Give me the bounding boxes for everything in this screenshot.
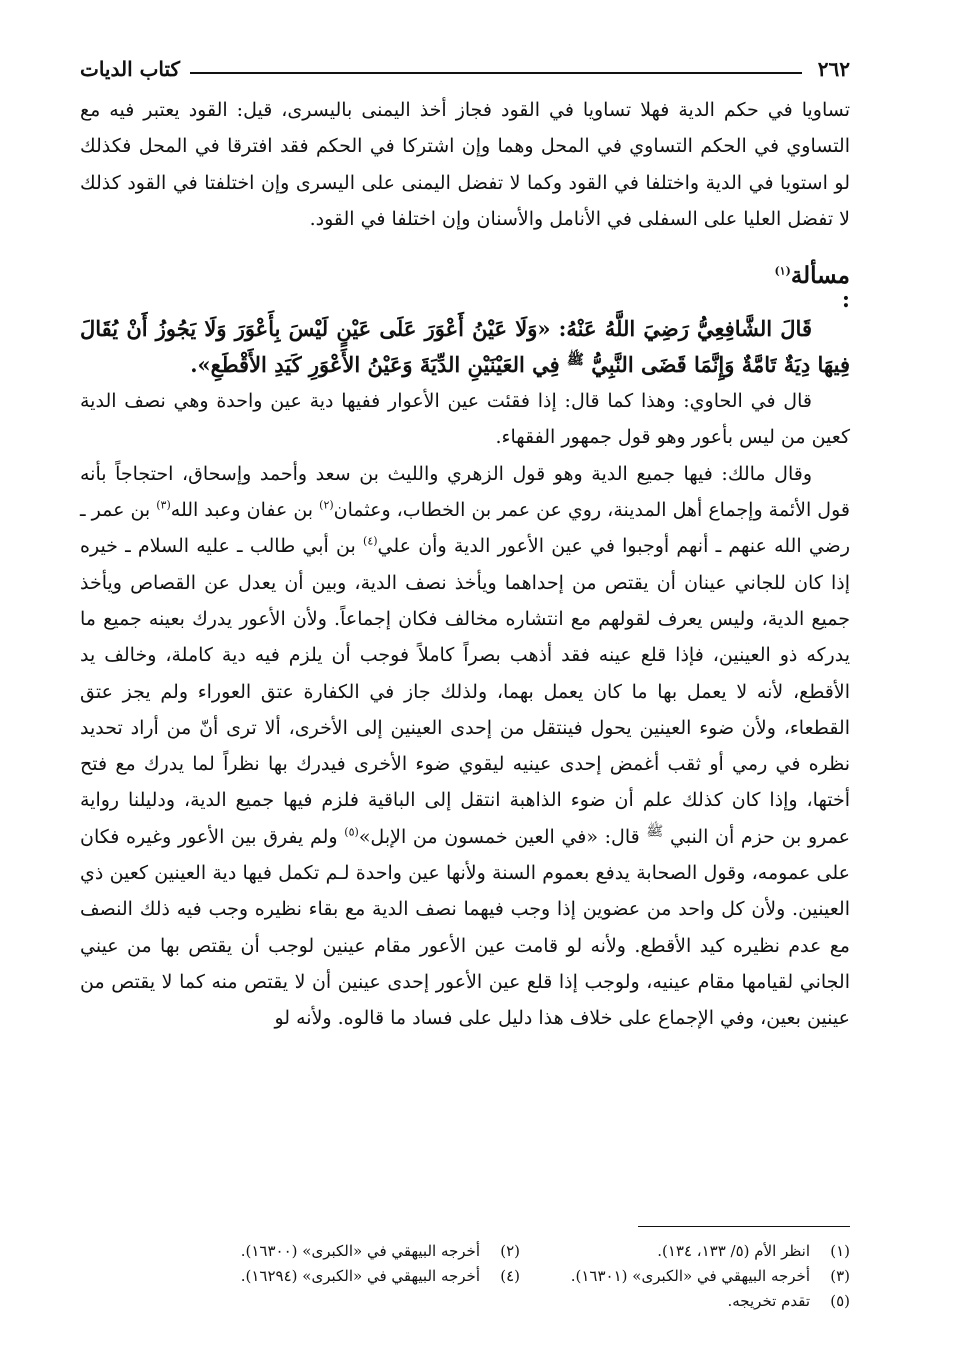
text-segment: بن عفان وعبد الله: [170, 499, 320, 522]
section-heading: [80, 259, 850, 293]
footnote-text: أخرجه البيهقي في «الكبرى» (١٦٢٩٤).: [240, 1267, 480, 1285]
page-number: ٢٦٢: [817, 57, 850, 81]
shafii-quote: [80, 311, 850, 383]
running-header: [80, 52, 850, 86]
footnote-ref-1[interactable]: (١): [774, 264, 791, 278]
text-segment: بن عمر ـ رضي الله عنهم ـ أنهم أوجبوا في عين الأعور الدية وأن علي: [80, 499, 850, 558]
footnotes: [130, 1226, 850, 1314]
footnote-3: [520, 1264, 850, 1289]
quote-part-1: قَالَ الشَّافِعِيُّ رَضِيَ اللَّهُ عَنْهُ: «وَلَا عَيْنُ أَعْوَرَ عَلَى عَيْنٍ لَيْسَ بِأَعْوَرَ وَلَا يَجُوزُ أَنْ يُقَالَ فِيهَا دِيَةٌ تَامَّةٌ وَإِنَّمَا قَضَى النَّبِيُّ: [80, 316, 850, 378]
salutation-glyph-icon: ﷺ: [567, 352, 584, 369]
footnote-row: [130, 1289, 850, 1314]
footnote-text: تقدم تخريجه.: [727, 1292, 810, 1310]
section-title: مسألة: [790, 262, 850, 290]
quote-part-2: فِي العَيْنَيْنِ الدِّيَةَ وَعَيْنُ الأَعْوَرِ كَيَدِ الأَقْطَعِ».: [190, 352, 560, 378]
section-colon: :: [841, 287, 850, 314]
footnote-text: أخرجه البيهقي في «الكبرى» (١٦٣٠٠).: [240, 1242, 480, 1260]
intro-paragraph: تساويا في حكم الدية فهلا تساويا في القود فجاز أخذ اليمنى باليسرى، قيل: القود يعتبر فيه مع التساوي في الحكم التساوي في المحل وهما وإن اشتركا في الحكم فقد افترقا في المحل فكذلك لو استويا في الدية واختلفا في القود وكما لا تفضل اليمنى على اليسرى وإن اختلفتا في القود كذلك لا تفضل العليا على السفلى في الأنامل والأسنان وإن اختلفا في القود.: [80, 99, 850, 230]
footnote-5: [520, 1289, 850, 1314]
footnote-number: (٥): [830, 1292, 850, 1310]
header-rule: [190, 72, 802, 74]
malik-paragraph: [80, 456, 850, 1037]
book-page: [80, 52, 850, 1037]
footnote-4: [190, 1264, 520, 1289]
footnote-number: (١): [830, 1242, 850, 1260]
footnote-number: (٣): [830, 1267, 850, 1285]
main-text: [80, 92, 850, 1037]
hawi-paragraph: قال في الحاوي: وهذا كما قال: إذا فقئت عين الأعوار ففيها دية عين واحدة وهي نصف الدية كعين من ليس بأعور وهو قول جمهور الفقهاء.: [80, 390, 850, 449]
footnote-row: [130, 1264, 850, 1289]
salutation-glyph-icon: ﷺ: [646, 823, 664, 840]
book-title: كتاب الديات: [80, 57, 181, 81]
footnote-2: [190, 1239, 520, 1264]
text-segment: ولم يفرق بين الأعور وغيره فكان على عمومه، وقول الصحابة يدفع بعموم السنة ولأنها عين واحدة لـم تكمل فيها دية العينين كعين ذي العينين. ولأن كل واحد من عضوين إذا وجب فيهما نصف الدية مع بقاء نظيره وجب فيه ذلك النصف مع عدم نظيره كيد الأقطع. ولأنه لو قامت عين الأعور مقام عينين لوجب أن يقتص بها من عيني الجاني لقيامها مقام عينيه، ولوجب إذا قلع عين الأعور إحدى عينين أن لا يقتص منه كما لا يقتص من عينين بعين، وفي الإجماع على خلاف هذا دليل على فساد ما قالوه. ولأنه لو: [80, 825, 850, 1030]
footnote-number: (٢): [500, 1242, 520, 1260]
footnote-ref-5[interactable]: (٥): [344, 825, 359, 839]
text-segment: بن أبي طالب ـ عليه السلام ـ خيره إذا كان للجاني عينان أن يقتص من إحداهما ويأخذ نصف الدية، وبين أن يعدل عن القصاص ويأخذ جميع الدية، وليس يعرف لقولهم مع انتشاره مخالف فكان إجماعاً. ولأن الأعور يدرك بعينه جميع ما يدركه ذو العينين، فإذا قلع عينه فقد أذهب بصراً كاملاً فوجب أن يلزم فيه دية كاملة، وخالف يد الأقطع، لأنه لا يعمل بها ما كان يعمل بهما، ولذلك جاز في الكفارة عتق العوراء ولم يجز عتق القطعاء، ولأن ضوء العينين يحول فينتقل من إحدى العينين إلى الأخرى، ألا ترى أنّ من أراد تحديد نظره في رمي أو ثقب أغمض إحدى عينيه ليقوي ضوء الأخرى فيدرك بها نظراً لما يدرك مع فتح أختها، وإذا كان كذلك علم أن ضوء الذاهبة انتقل إلى الباقية فلزم فيها جميع الدية، ودليلنا رواية عمرو بن حزم أن النبي: [80, 535, 850, 848]
footnote-number: (٤): [500, 1267, 520, 1285]
footnote-row: [130, 1239, 850, 1264]
footnote-ref-4[interactable]: (٤): [363, 535, 378, 549]
footnote-text: انظر الأم (٥/ ١٣٣، ١٣٤).: [657, 1242, 810, 1260]
text-segment: قال: «في العين خمسون من الإبل»: [358, 825, 647, 848]
footnote-separator: [638, 1226, 850, 1227]
footnote-ref-2[interactable]: (٢): [319, 498, 334, 512]
text-segment: وقال مالك: فيها جميع الدية وهو قول الزهري والليث بن سعد وأحمد وإسحاق، احتجاجاً بأنه قول الأئمة وإجماع أهل المدينة، روي عن عمر بن الخطاب، وعثمان: [80, 462, 850, 522]
footnote-ref-3[interactable]: (٣): [156, 498, 171, 512]
footnote-1: [520, 1239, 850, 1264]
footnote-text: أخرجه البيهقي في «الكبرى» (١٦٣٠١).: [570, 1267, 810, 1285]
